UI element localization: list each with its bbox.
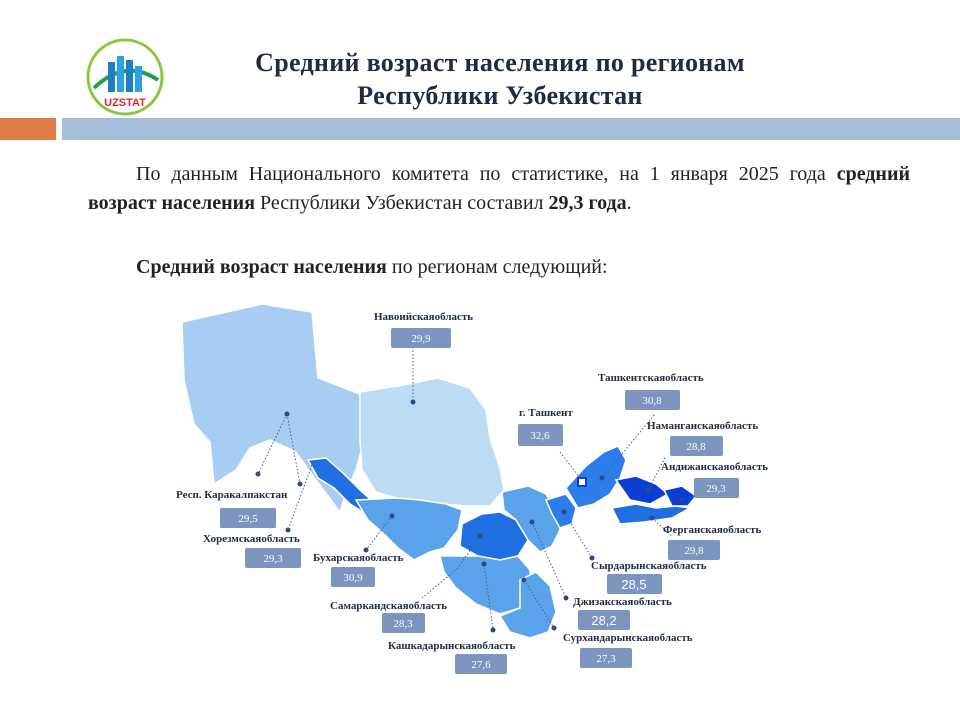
label-surkhandarya: [563, 632, 693, 668]
region-andijan: [664, 486, 696, 506]
intro-bold1: средний возраст населения: [88, 163, 910, 214]
dot-navoi: [411, 400, 416, 405]
intro-part1: По данным Национального комитета по статистике, на 1 января 2025 года: [136, 163, 837, 185]
svg-text:32,6: 32,6: [530, 430, 550, 442]
dot-karakalpakstan: [285, 412, 290, 417]
svg-text:Кашкадарынскаяобласть: Кашкадарынскаяобласть: [388, 640, 516, 652]
svg-text:Самаркандскаяобласть: Самаркандскаяобласть: [330, 600, 448, 612]
dot-andijan: [680, 498, 685, 503]
svg-text:Наманганскаяобласть: Наманганскаяобласть: [647, 420, 759, 432]
svg-text:Андижанскаяобласть: Андижанскаяобласть: [661, 461, 769, 473]
region-tashkent-oblast: [566, 446, 626, 508]
svg-text:29,3: 29,3: [706, 483, 726, 495]
dot-fergana: [650, 516, 655, 521]
title-line1: Средний возраст населения по регионам: [255, 48, 745, 77]
dot-jizzakh: [530, 520, 535, 525]
dot-surkhandarya: [522, 578, 527, 583]
svg-text:Сырдарынскаяобласть: Сырдарынскаяобласть: [591, 560, 707, 572]
subhead-bold: Средний возраст населения: [136, 256, 387, 278]
svg-text:27,6: 27,6: [471, 659, 491, 671]
region-tashkent-city: [578, 478, 586, 486]
svg-text:29,5: 29,5: [238, 513, 258, 525]
region-fergana: [612, 504, 690, 524]
dot-namangan: [646, 488, 651, 493]
label-jizzakh: [573, 596, 672, 630]
svg-text:Ташкентскаяобласть: Ташкентскаяобласть: [598, 372, 704, 384]
label-bukhara: [313, 552, 404, 587]
svg-text:29,8: 29,8: [684, 545, 704, 557]
intro-part3: .: [626, 192, 632, 214]
label-kashkadarya: [388, 640, 516, 674]
svg-text:28,5: 28,5: [621, 577, 647, 592]
svg-text:30,8: 30,8: [642, 395, 662, 407]
svg-text:28,2: 28,2: [591, 613, 617, 628]
dot-bukhara: [390, 514, 395, 519]
dot-khorezm: [286, 528, 291, 533]
svg-text:Бухарскаяобласть: Бухарскаяобласть: [313, 552, 404, 564]
svg-text:Джизакскаяобласть: Джизакскаяобласть: [573, 596, 672, 608]
label-karakalpakstan: [176, 489, 288, 528]
title-line2: Республики Узбекистан: [357, 81, 643, 110]
dot-syrdarya: [562, 510, 567, 515]
svg-text:Хорезмскаяобласть: Хорезмскаяобласть: [203, 533, 300, 545]
svg-text:28,3: 28,3: [393, 618, 413, 630]
svg-text:Навоийскаяобласть: Навоийскаяобласть: [374, 311, 474, 323]
label-fergana: [663, 524, 761, 560]
svg-text:29,9: 29,9: [411, 333, 431, 345]
label-tashkent-oblast: [598, 372, 704, 410]
intro-part2: Республики Узбекистан составил: [255, 192, 549, 214]
dot-samarkand: [478, 534, 483, 539]
dot-karakalpakstan-2: [256, 472, 261, 477]
logo-text: UZSTAT: [104, 97, 146, 109]
svg-text:27,3: 27,3: [596, 653, 616, 665]
dot-surkhandarya-2: [552, 626, 557, 631]
svg-text:г. Ташкент: г. Ташкент: [519, 407, 573, 419]
region-namangan: [616, 476, 668, 504]
svg-text:Ферганскаяобласть: Ферганскаяобласть: [663, 524, 762, 536]
region-bukhara: [356, 498, 462, 560]
dot-jizzakh-2: [564, 596, 569, 601]
label-khorezm: [203, 533, 301, 568]
svg-text:28,8: 28,8: [686, 441, 706, 453]
svg-text:Респ. Каракалпакстан: Респ. Каракалпакстан: [176, 489, 288, 501]
subhead-rest: по регионам следующий:: [386, 256, 608, 278]
region-navoi: [360, 378, 504, 506]
intro-bold2: 29,3 года: [548, 192, 627, 214]
label-syrdarya: [591, 560, 707, 594]
label-navoi: [374, 311, 473, 348]
svg-text:Сурхандарынскаяобласть: Сурхандарынскаяобласть: [563, 632, 693, 644]
label-namangan: [647, 420, 758, 456]
dot-tashkent-oblast: [600, 476, 605, 481]
svg-text:29,3: 29,3: [263, 553, 283, 565]
dot-kashkadarya-2: [491, 628, 496, 633]
label-tashkent-city: [518, 407, 573, 446]
svg-text:30,9: 30,9: [343, 572, 363, 584]
label-samarkand: [330, 600, 447, 633]
dot-karakalpakstan-3: [298, 482, 303, 487]
dot-kashkadarya: [482, 562, 487, 567]
